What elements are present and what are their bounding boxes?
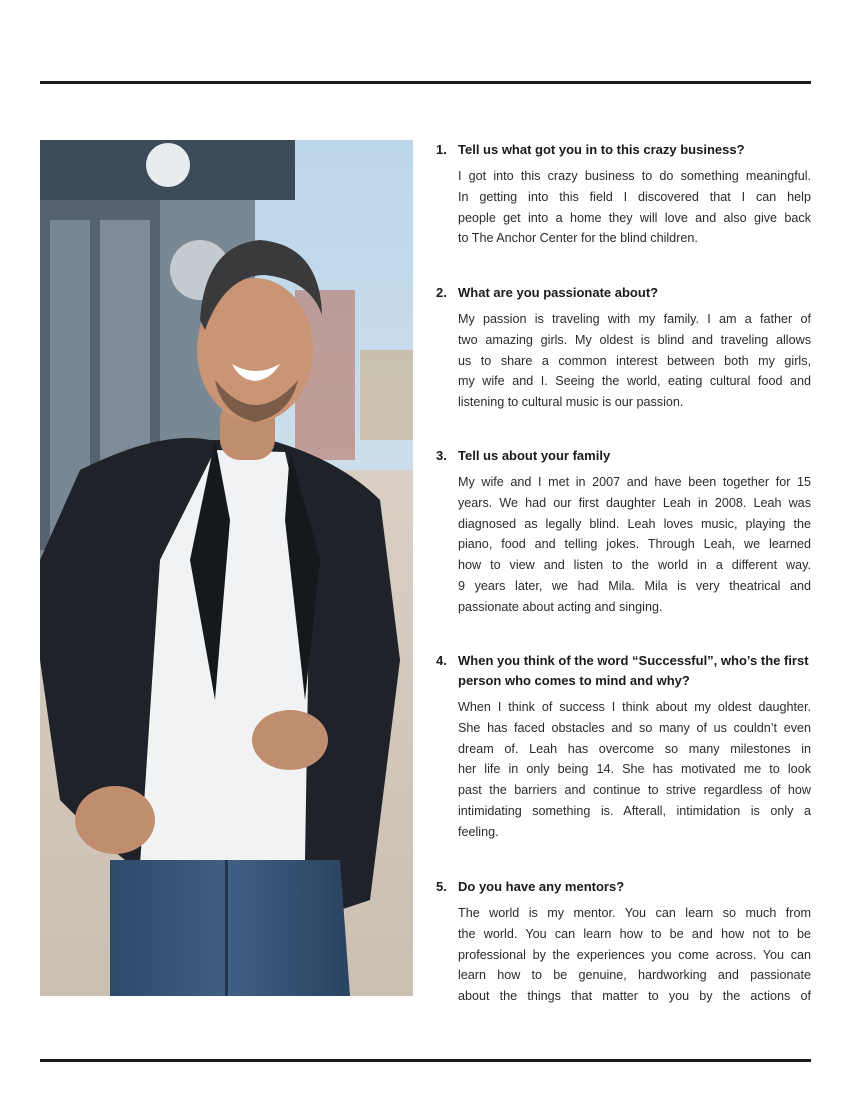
question-text: Tell us about your family: [458, 448, 611, 463]
answer-line: piano, food and telling jokes. Through Leah, we learned: [458, 537, 811, 552]
answer-line: learn how to be genuine, hardworking and passionate: [458, 968, 811, 983]
answer-line: 9 years later, we had Mila. Mila is very theatrical and: [458, 578, 811, 593]
answer-3: [436, 472, 811, 618]
answer-line: In getting into this field I discovered that I can help: [458, 189, 811, 204]
qa-item-5: [436, 877, 811, 1007]
answer-line: I got into this crazy business to do something meaningful.: [458, 169, 811, 183]
question-number: 3.: [436, 448, 447, 463]
question-number: 5.: [436, 879, 447, 894]
answer-line: to The Anchor Center for the blind children.: [458, 231, 698, 246]
portrait-photo: [40, 140, 413, 996]
answer-line: intimidating something is. Afterall, intimidation is only a: [458, 803, 811, 818]
question-number: 1.: [436, 142, 447, 157]
answer-line: When I think of success I think about my oldest daughter.: [458, 700, 811, 714]
answer-line: her life in only being 14. She has motivated me to look: [458, 762, 811, 777]
answer-5: [436, 903, 811, 1007]
qa-item-4: [436, 651, 811, 843]
answer-line: professional by the experiences you come across. You can: [458, 947, 811, 962]
answer-line: us to share a common interest between both my girls,: [458, 353, 811, 368]
answer-line: diagnosed as legally blind. Leah loves music, playing the: [458, 516, 811, 531]
answer-line: She has faced obstacles and so many of us couldn’t even: [458, 720, 811, 735]
answer-line: the world. You can learn how to be and how not to be: [458, 926, 811, 941]
question-text: Do you have any mentors?: [458, 879, 625, 894]
answer-line: passionate about acting and singing.: [458, 599, 663, 614]
question-2: [436, 283, 811, 303]
answer-line: how to view and listen to the world in a different way.: [458, 558, 811, 573]
question-number: 2.: [436, 285, 447, 300]
question-4: [436, 651, 811, 691]
portrait-illustration: [40, 140, 413, 996]
question-1: [436, 140, 811, 160]
question-text: When you think of the word “Successful”, who’s the first person who comes to mind and why?: [458, 653, 809, 688]
question-text: What are you passionate about?: [458, 285, 659, 300]
question-text: Tell us what got you in to this crazy business?: [458, 142, 745, 157]
answer-line: past the barriers and continue to strive regardless of how: [458, 783, 811, 798]
question-number: 4.: [436, 653, 447, 668]
question-5: [436, 877, 811, 897]
qa-item-3: [436, 446, 811, 618]
answer-line: about the things that matter to you by the actions of: [458, 989, 811, 1004]
answer-line: dream of. Leah has overcome so many milestones in: [458, 741, 811, 756]
answer-line: The world is my mentor. You can learn so much from: [458, 906, 811, 920]
answer-2: [436, 309, 811, 413]
answer-line: feeling.: [458, 824, 499, 839]
bottom-rule: [40, 1059, 811, 1062]
answer-line: people get into a home they will love and also give back: [458, 210, 811, 225]
answer-line: My wife and I met in 2007 and have been together for 15: [458, 475, 811, 489]
qa-item-2: [436, 283, 811, 413]
answer-1: [436, 166, 811, 249]
question-3: [436, 446, 811, 466]
answer-line: My passion is traveling with my family. I am a father of: [458, 312, 811, 326]
answer-line: two amazing girls. My oldest is blind and traveling allows: [458, 332, 811, 347]
top-rule: [40, 81, 811, 84]
answer-line: listening to cultural music is our passion.: [458, 395, 684, 410]
answer-line: years. We had our first daughter Leah in 2008. Leah was: [458, 495, 811, 510]
answer-line: my wife and I. Seeing the world, eating cultural food and: [458, 374, 811, 389]
answer-4: [436, 697, 811, 843]
qa-item-1: [436, 140, 811, 249]
